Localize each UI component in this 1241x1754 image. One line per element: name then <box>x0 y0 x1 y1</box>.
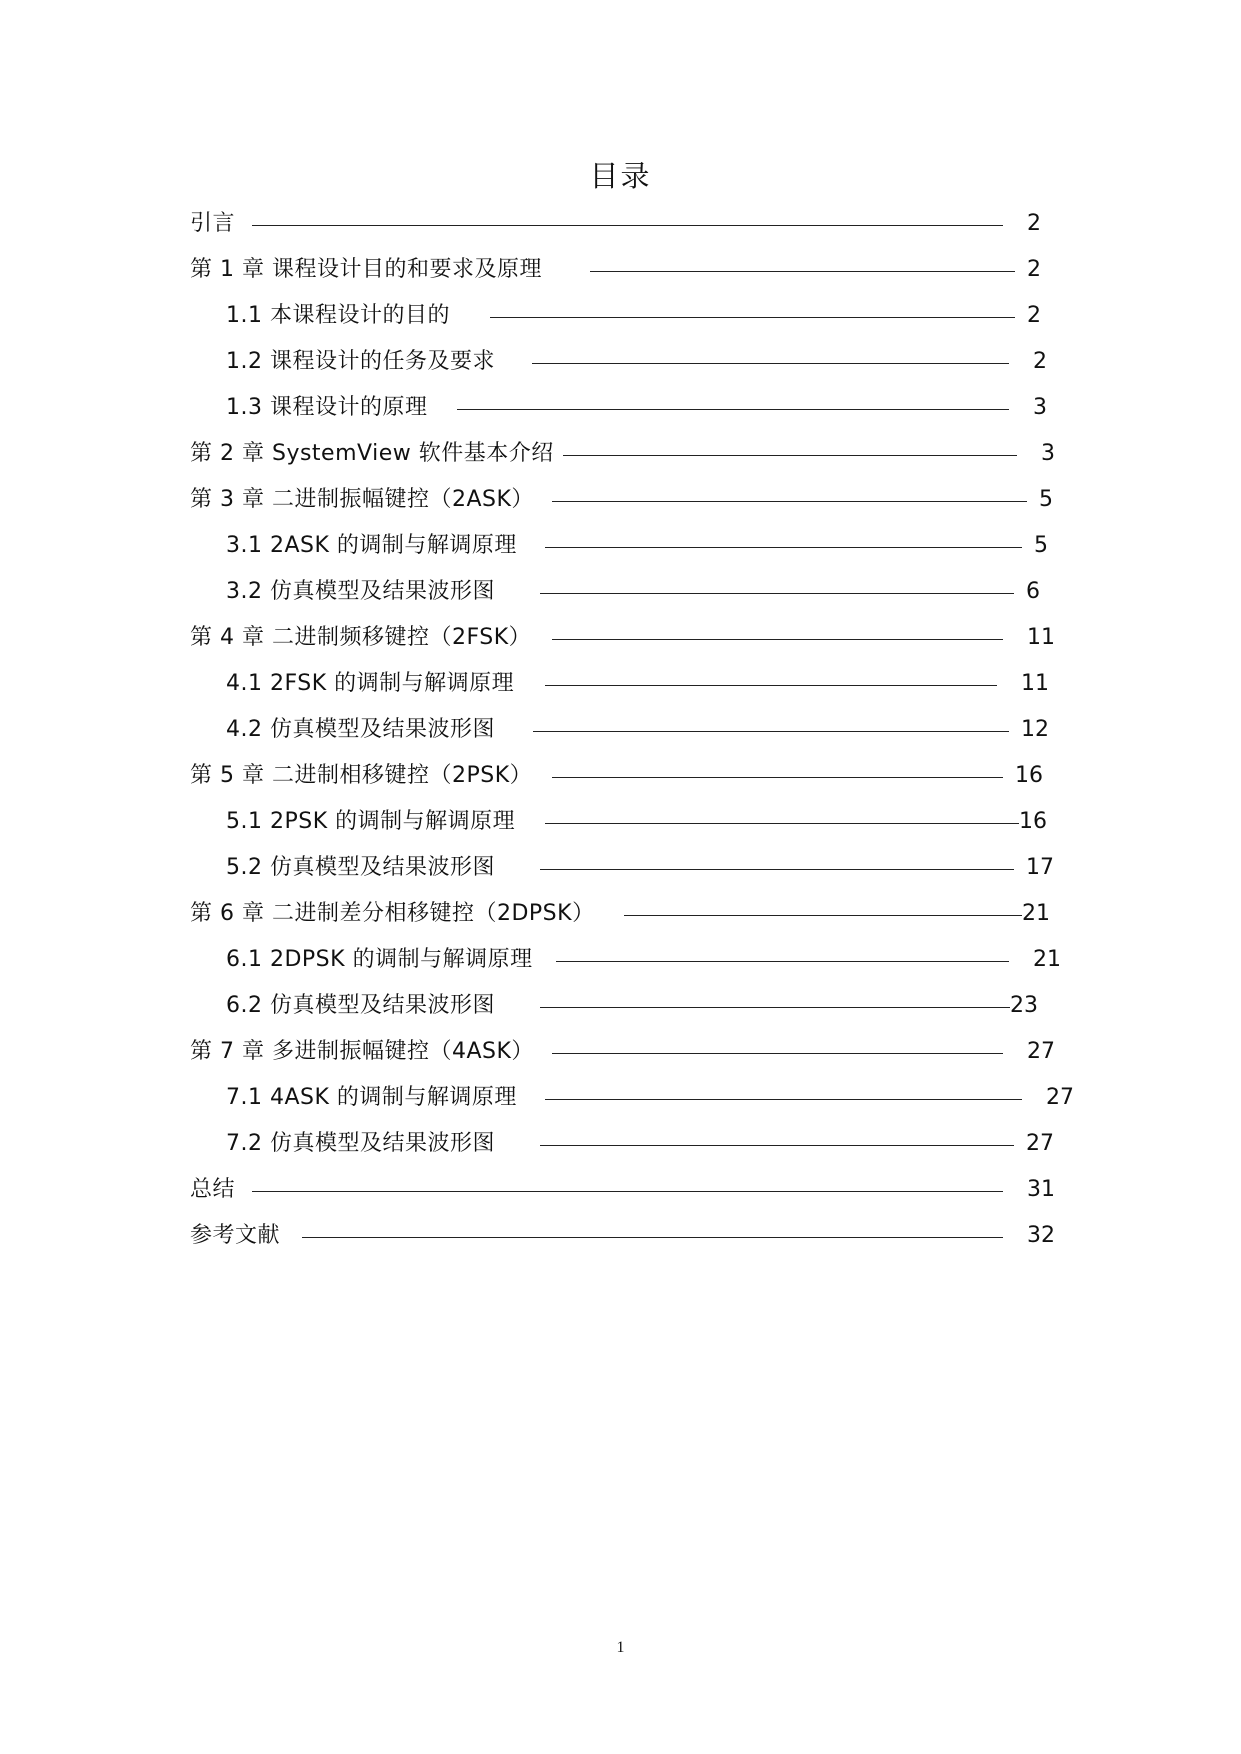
toc-entry-label: 6.2 仿真模型及结果波形图 <box>226 993 495 1018</box>
toc-entry-label: 5.2 仿真模型及结果波形图 <box>226 855 495 880</box>
toc-entry-page: 27 <box>1026 1131 1054 1156</box>
toc-entry[interactable] <box>0 575 1241 609</box>
toc-entry[interactable] <box>0 851 1241 885</box>
toc-leader-line <box>624 915 1022 916</box>
toc-entry[interactable] <box>0 667 1241 701</box>
toc-leader-line <box>252 1191 1003 1192</box>
toc-leader-line <box>540 1007 1010 1008</box>
toc-entry[interactable] <box>0 1173 1241 1207</box>
toc-entry-page: 31 <box>1027 1177 1055 1202</box>
toc-entry-page: 12 <box>1021 717 1049 742</box>
toc-leader-line <box>545 685 997 686</box>
toc-entry[interactable] <box>0 1127 1241 1161</box>
toc-entry[interactable] <box>0 897 1241 931</box>
toc-leader-line <box>540 593 1014 594</box>
toc-entry-label: 第 1 章 课程设计目的和要求及原理 <box>190 257 542 282</box>
toc-leader-line <box>552 501 1027 502</box>
toc-entry-page: 16 <box>1015 763 1043 788</box>
toc-leader-line <box>556 961 1009 962</box>
toc-leader-line <box>532 363 1009 364</box>
toc-entry-page: 32 <box>1027 1223 1055 1248</box>
toc-entry-page: 27 <box>1046 1085 1074 1110</box>
toc-entry-page: 11 <box>1021 671 1049 696</box>
toc-entry-page: 2 <box>1027 303 1041 328</box>
toc-entry-page: 21 <box>1022 901 1050 926</box>
toc-title: 目录 <box>589 159 652 193</box>
toc-entry[interactable] <box>0 437 1241 471</box>
toc-leader-line <box>563 455 1017 456</box>
toc-entry-page: 23 <box>1010 993 1038 1018</box>
toc-entry-page: 2 <box>1027 257 1041 282</box>
toc-entry-label: 1.3 课程设计的原理 <box>226 395 428 420</box>
toc-entry-page: 2 <box>1033 349 1047 374</box>
toc-entry-label: 4.1 2FSK 的调制与解调原理 <box>226 671 515 696</box>
toc-entry-page: 21 <box>1033 947 1061 972</box>
toc-entry-label: 6.1 2DPSK 的调制与解调原理 <box>226 947 533 972</box>
toc-entry[interactable] <box>0 1081 1241 1115</box>
toc-entry-label: 7.2 仿真模型及结果波形图 <box>226 1131 495 1156</box>
toc-leader-line <box>540 869 1014 870</box>
toc-entry-label: 第 7 章 多进制振幅键控（4ASK） <box>190 1039 534 1064</box>
toc-entry-label: 第 2 章 SystemView 软件基本介绍 <box>190 441 554 466</box>
toc-entry-label: 第 4 章 二进制频移键控（2FSK） <box>190 625 532 650</box>
toc-entry-label: 5.1 2PSK 的调制与解调原理 <box>226 809 516 834</box>
toc-entry-page: 6 <box>1026 579 1040 604</box>
toc-entry[interactable] <box>0 529 1241 563</box>
toc-entry-label: 参考文献 <box>190 1223 281 1248</box>
toc-entry[interactable] <box>0 253 1241 287</box>
toc-entry[interactable] <box>0 943 1241 977</box>
toc-entry-page: 27 <box>1027 1039 1055 1064</box>
toc-entry-page: 2 <box>1027 211 1041 236</box>
toc-leader-line <box>457 409 1009 410</box>
toc-entry[interactable] <box>0 621 1241 655</box>
toc-leader-line <box>545 823 1019 824</box>
toc-entry[interactable] <box>0 805 1241 839</box>
toc-leader-line <box>302 1237 1003 1238</box>
toc-leader-line <box>552 639 1003 640</box>
toc-entry-label: 第 3 章 二进制振幅键控（2ASK） <box>190 487 534 512</box>
toc-entry[interactable] <box>0 345 1241 379</box>
toc-leader-line <box>545 1099 1022 1100</box>
toc-entry-label: 第 5 章 二进制相移键控（2PSK） <box>190 763 533 788</box>
toc-entry-page: 5 <box>1034 533 1048 558</box>
toc-entry-label: 引言 <box>190 211 236 236</box>
toc-entry-label: 7.1 4ASK 的调制与解调原理 <box>226 1085 517 1110</box>
toc-entry-page: 11 <box>1027 625 1055 650</box>
toc-entry[interactable] <box>0 299 1241 333</box>
toc-entry-label: 3.2 仿真模型及结果波形图 <box>226 579 495 604</box>
toc-entry[interactable] <box>0 391 1241 425</box>
toc-leader-line <box>552 1053 1003 1054</box>
toc-entry-page: 5 <box>1039 487 1053 512</box>
toc-entry-label: 1.2 课程设计的任务及要求 <box>226 349 495 374</box>
toc-entry-page: 3 <box>1033 395 1047 420</box>
toc-entry[interactable] <box>0 483 1241 517</box>
toc-entry-label: 第 6 章 二进制差分相移键控（2DPSK） <box>190 901 595 926</box>
toc-entry-label: 总结 <box>190 1177 236 1202</box>
toc-entry[interactable] <box>0 207 1241 241</box>
toc-leader-line <box>545 547 1022 548</box>
toc-leader-line <box>590 271 1015 272</box>
toc-leader-line <box>252 225 1003 226</box>
toc-leader-line <box>552 777 1003 778</box>
toc-entry-page: 17 <box>1026 855 1054 880</box>
toc-entry[interactable] <box>0 1219 1241 1253</box>
toc-leader-line <box>533 731 1009 732</box>
toc-leader-line <box>540 1145 1014 1146</box>
toc-leader-line <box>490 317 1015 318</box>
toc-entry-page: 3 <box>1041 441 1055 466</box>
toc-entry[interactable] <box>0 713 1241 747</box>
page-number: 1 <box>616 1639 625 1656</box>
toc-entry[interactable] <box>0 1035 1241 1069</box>
toc-entry-page: 16 <box>1019 809 1047 834</box>
toc-entry-label: 3.1 2ASK 的调制与解调原理 <box>226 533 517 558</box>
toc-entry-label: 1.1 本课程设计的目的 <box>226 303 450 328</box>
toc-entry-label: 4.2 仿真模型及结果波形图 <box>226 717 495 742</box>
toc-entry[interactable] <box>0 759 1241 793</box>
toc-entry[interactable] <box>0 989 1241 1023</box>
